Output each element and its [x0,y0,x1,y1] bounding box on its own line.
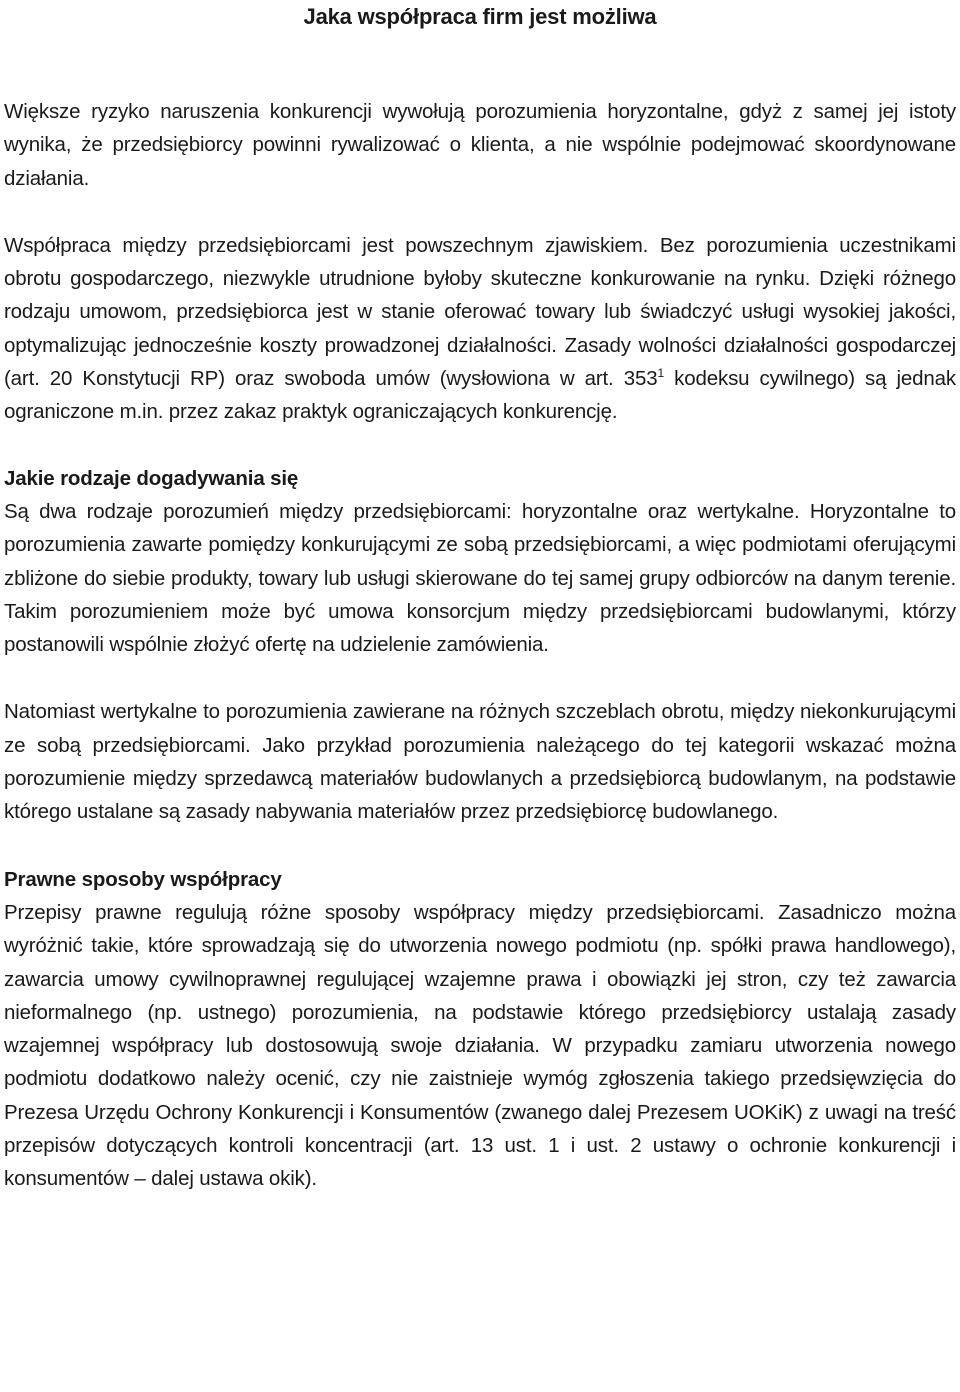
document-title: Jaka współpraca firm jest możliwa [303,4,657,29]
paragraph-legal-methods: Przepisy prawne regulują różne sposoby współpracy między przedsiębiorcami. Zasadniczo można wyróżnić takie, które sprowadzają się do utworzenia nowego podmiotu (np. spółki prawa handlowego), zawarcia umowy cywilnoprawnej regulującej wzajemne prawa i obowiązki jej stron, czy też zawarcia nieformalnego (np. ustnego) porozumienia, na podstawie którego przedsiębiorcy ustalają zasady wzajemnej współpracy lub dostosowują swoje działania. W przypadku zamiaru utworzenia nowego podmiotu dodatkowo należy ocenić, czy nie zaistnieje wymóg zgłoszenia takiego przedsięwzięcia do Prezesa Urzędu Ochrony Konkurencji i Konsumentów (zwanego dalej Prezesem UOKiK) z uwagi na treść przepisów dotyczących kontroli koncentracji (art. 13 ust. 1 i ust. 2 ustawy o ochronie konkurencji i konsumentów – dalej ustawa okik). [4,900,956,1191]
footnote-superscript: 1 [657,366,665,381]
paragraph-vertical: Natomiast wertykalne to porozumienia zawierane na różnych szczeblach obrotu, między niekonkurującymi ze sobą przedsiębiorcami. Jako przykład porozumienia należącego do tej kategorii wskazać można porozumienie między sprzedawcą materiałów budowlanych a przedsiębiorcą budowlanym, na podstawie którego ustalane są zasady nabywania materiałów przez przedsiębiorcę budowlanego. [4,700,956,824]
paragraph-cooperation [4,229,956,429]
section-heading-legal-methods: Prawne sposoby współpracy [4,867,282,891]
paragraph-horizontal-risk: Większe ryzyko naruszenia konkurencji wywołują porozumienia horyzontalne, gdyż z samej jej istoty wynika, że przedsiębiorcy powinni rywalizować o klienta, a nie wspólnie podejmować skoordynowane działania. [4,100,956,190]
paragraph-cooperation-text-end: kodeksu cywilnego) są jednak ograniczone m.in. przez zakaz praktyk ograniczających konkurencję. [4,367,956,424]
section-heading-types: Jakie rodzaje dogadywania się [4,466,299,490]
paragraph-cooperation-text: Współpraca między przedsiębiorcami jest powszechnym zjawiskiem. Bez porozumienia uczestnikami obrotu gospodarczego, niezwykle utrudnione byłoby skuteczne konkurowanie na rynku. Dzięki różnego rodzaju umowom, przedsiębiorca jest w stanie oferować towary lub świadczyć usługi wysokiej jakości, optymalizując jednocześnie koszty prowadzonej działalności. Zasady wolności działalności gospodarczej (art. 20 Konstytucji RP) oraz swoboda umów (wysłowiona w art. 353 [4,233,956,391]
paragraph-types: Są dwa rodzaje porozumień między przedsiębiorcami: horyzontalne oraz wertykalne. Horyzontalne to porozumienia zawarte pomiędzy konkurującymi ze sobą przedsiębiorcami, a więc podmiotami oferującymi zbliżone do siebie produkty, towary lub usługi skierowane do tej samej grupy odbiorców na danym terenie. Takim porozumieniem może być umowa konsorcjum między przedsiębiorcami budowlanymi, którzy postanowili wspólnie złożyć ofertę na udzielenie zamówienia. [4,499,956,657]
